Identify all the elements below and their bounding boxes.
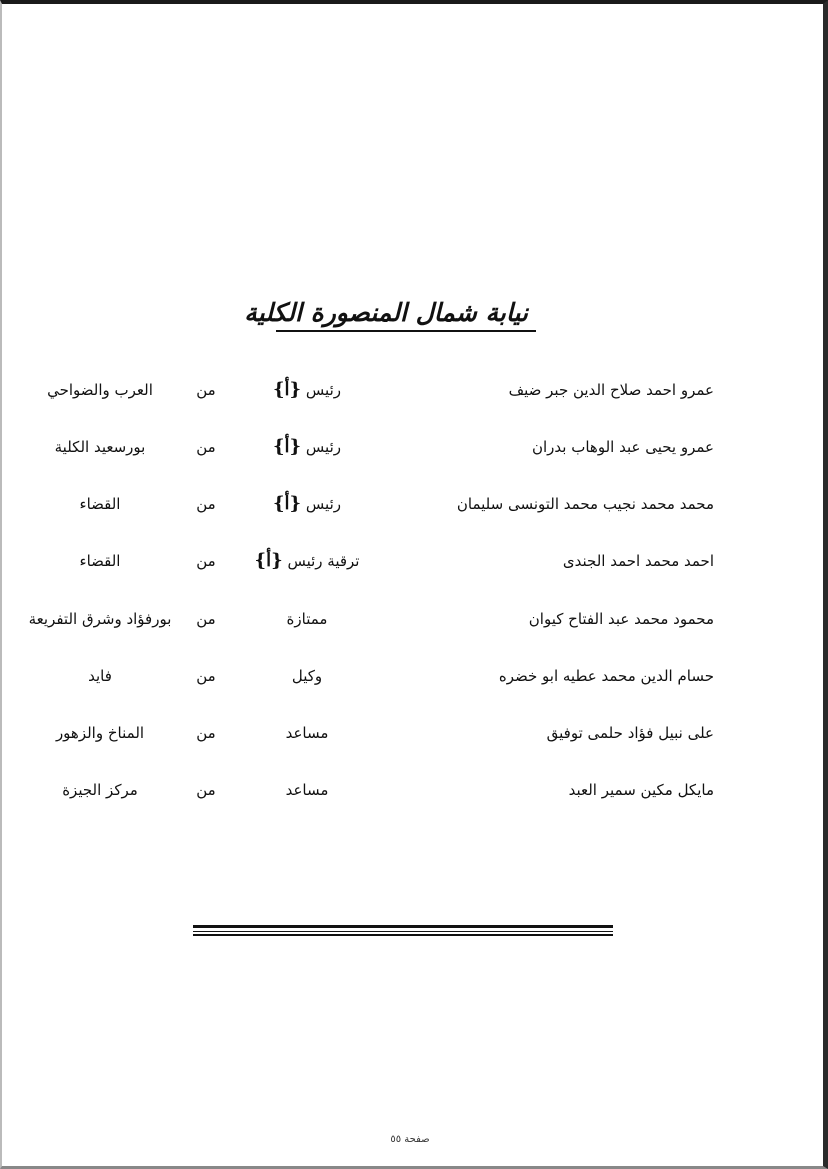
rank <box>232 661 382 691</box>
list-item <box>0 775 828 805</box>
rank-label: رئيس <box>305 381 341 399</box>
rank <box>232 718 382 748</box>
previous-posting: مركز الجيزة <box>62 781 138 799</box>
rank-label: وكيل <box>291 667 323 685</box>
section-divider <box>193 925 613 937</box>
list-item <box>0 375 828 405</box>
from-label: من <box>196 495 216 513</box>
previous-posting: بورسعيد الكلية <box>54 438 146 456</box>
list-item <box>0 489 828 519</box>
person-name: عمرو احمد صلاح الدين جبر ضيف <box>508 381 714 399</box>
person-name: حسام الدين محمد عطيه ابو خضره <box>498 667 714 685</box>
rank-label: رئيس <box>305 495 341 513</box>
person-name: محمود محمد عبد الفتاح كيوان <box>528 610 714 628</box>
rank-label: ممتازة <box>286 610 328 628</box>
rank <box>232 546 382 576</box>
previous-posting: بورفؤاد وشرق التفريعة <box>28 610 172 628</box>
document-title-block <box>244 298 536 334</box>
title-underline <box>276 330 536 332</box>
previous-posting: القضاء <box>79 495 121 513</box>
page-number: صفحة ٥٥ <box>390 1134 430 1145</box>
previous-posting: المناخ والزهور <box>55 724 145 742</box>
rank-grade: {أ} <box>254 550 283 571</box>
rank <box>232 775 382 805</box>
person-name: محمد محمد نجيب محمد التونسى سليمان <box>456 495 714 513</box>
person-name: مايكل مكين سمير العبد <box>568 781 714 799</box>
list-item <box>0 718 828 748</box>
previous-posting: القضاء <box>79 552 121 570</box>
rank-label: مساعد <box>285 724 329 742</box>
from-label: من <box>196 667 216 685</box>
list-item <box>0 432 828 462</box>
rank <box>232 489 382 519</box>
rank-grade: {أ} <box>272 436 302 457</box>
document-title: نيابة شمال المنصورة الكلية <box>244 298 528 327</box>
rank-label: مساعد <box>285 781 329 799</box>
rank-label: رئيس <box>305 438 341 456</box>
from-label: من <box>196 438 216 456</box>
from-label: من <box>196 381 216 399</box>
person-name: احمد محمد احمد الجندى <box>562 552 714 570</box>
previous-posting: فايد <box>88 667 112 685</box>
from-label: من <box>196 610 216 628</box>
list-item <box>0 661 828 691</box>
from-label: من <box>196 724 216 742</box>
rank-grade: {أ} <box>272 493 302 514</box>
list-item <box>0 604 828 634</box>
rank <box>232 432 382 462</box>
person-name: على نبيل فؤاد حلمى توفيق <box>546 724 714 742</box>
rank-grade: {أ} <box>272 379 302 400</box>
from-label: من <box>196 781 216 799</box>
person-name: عمرو يحيى عبد الوهاب بدران <box>531 438 714 456</box>
rank-label: ترقية رئيس <box>287 552 360 570</box>
from-label: من <box>196 552 216 570</box>
rank <box>232 375 382 405</box>
previous-posting: العرب والضواحي <box>47 381 153 399</box>
list-item <box>0 546 828 576</box>
rank <box>232 604 382 634</box>
